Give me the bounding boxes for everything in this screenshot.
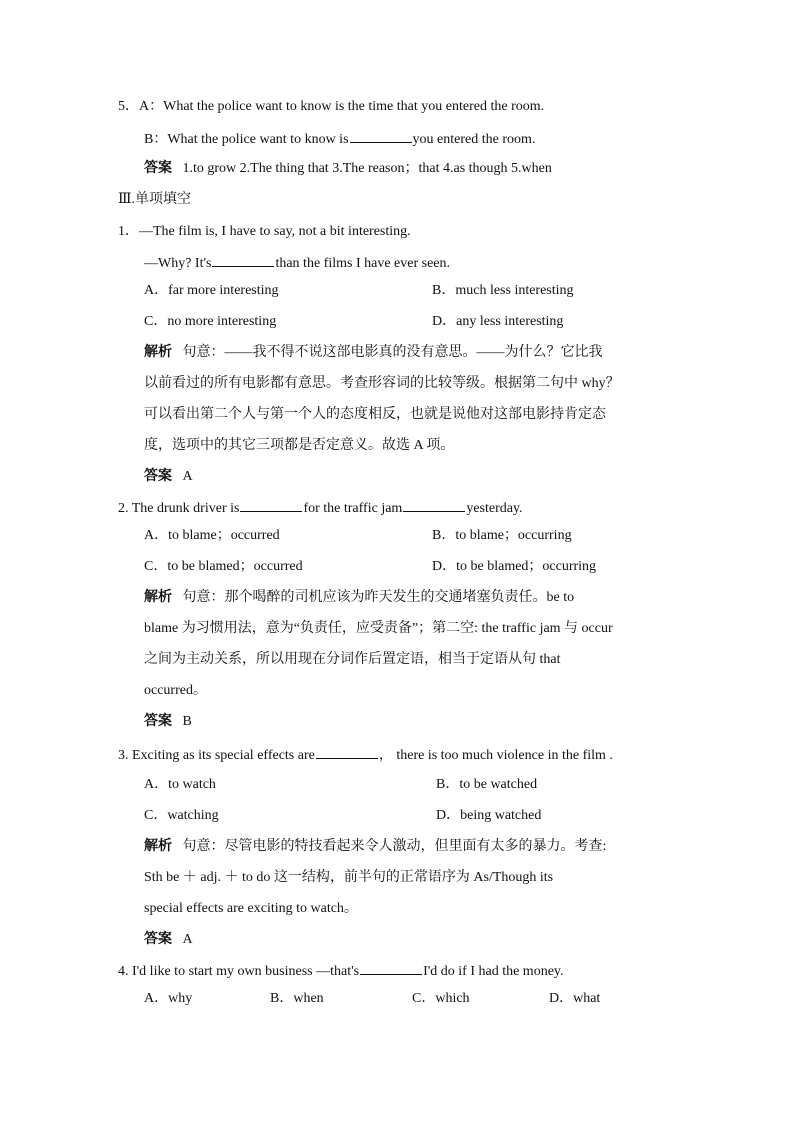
q5-line-a bbox=[118, 97, 544, 117]
q2-stem-end: yesterday. bbox=[466, 501, 523, 516]
q3-option-b: B．to be watched bbox=[436, 777, 538, 792]
q3-option-a: A．to watch bbox=[144, 777, 216, 792]
q2-stem-middle: for the traffic jam bbox=[303, 501, 403, 516]
q3-stem-start: 3. Exciting as its special effects are bbox=[118, 748, 315, 763]
answer-key-text: 1.to grow 2.The thing that 3.The reason；that 4.as though 5.when bbox=[182, 161, 552, 176]
q4-stem-start: 4. I'd like to start my own business —that's bbox=[118, 964, 360, 979]
q3-option-c: C．watching bbox=[144, 808, 219, 823]
answer-value: A bbox=[182, 932, 193, 947]
q1-analysis-line-1 bbox=[144, 343, 603, 363]
q5-sentence-b-start: B：What the police want to know is bbox=[144, 132, 349, 147]
q2-stem bbox=[118, 497, 523, 519]
answer-blank bbox=[403, 497, 465, 512]
q3-analysis-line-3: special effects are exciting to watch。 bbox=[144, 901, 358, 916]
answer-blank bbox=[240, 497, 302, 512]
answer-label: 答案 bbox=[144, 932, 172, 947]
q4-stem bbox=[118, 960, 564, 982]
q5-answer-line bbox=[144, 159, 552, 179]
q3-stem-end: ， there is too much violence in the film . bbox=[378, 748, 613, 763]
q1-number: 1． bbox=[118, 224, 139, 239]
answer-blank bbox=[316, 744, 378, 759]
q5-sentence-a: A：What the police want to know is the time that you entered the room. bbox=[139, 99, 545, 114]
analysis-label: 解析 bbox=[144, 839, 172, 854]
analysis-text: 句意：那个喝醉的司机应该为昨天发生的交通堵塞负责任。be to bbox=[182, 590, 575, 605]
q1-option-d: D．any less interesting bbox=[432, 314, 564, 329]
q5-sentence-b-end: you entered the room. bbox=[412, 132, 536, 147]
q1-answer-line bbox=[144, 467, 193, 487]
answer-blank bbox=[212, 252, 274, 267]
q2-stem-start: 2. The drunk driver is bbox=[118, 501, 240, 516]
analysis-text: 句意：——我不得不说这部电影真的没有意思。——为什么？它比我 bbox=[182, 345, 603, 360]
q2-analysis-line-2: blame 为习惯用法，意为“负责任，应受责备”；第二空: the traffic jam 与 occur bbox=[144, 621, 613, 636]
q1-analysis-line-2: 以前看过的所有电影都有意思。考查形容词的比较等级。根据第二句中 why？ bbox=[144, 376, 620, 391]
q2-answer-line bbox=[144, 712, 192, 732]
answer-value: A bbox=[182, 469, 193, 484]
q1-dialogue-2-end: than the films I have ever seen. bbox=[275, 256, 450, 271]
answer-label: 答案 bbox=[144, 469, 172, 484]
q1-dialogue-2-start: —Why? It's bbox=[144, 256, 212, 271]
analysis-text: 句意：尽管电影的特技看起来令人激动，但里面有太多的暴力。考查: bbox=[182, 839, 607, 854]
answer-blank bbox=[360, 960, 422, 975]
section-title: Ⅲ.单项填空 bbox=[118, 192, 192, 207]
analysis-label: 解析 bbox=[144, 345, 172, 360]
q3-option-d: D．being watched bbox=[436, 808, 542, 823]
q5-number: 5． bbox=[118, 99, 139, 114]
q3-analysis-line-1 bbox=[144, 837, 606, 857]
q2-analysis-line-1 bbox=[144, 588, 574, 608]
q2-option-a: A．to blame；occurred bbox=[144, 528, 280, 543]
q1-option-b: B．much less interesting bbox=[432, 283, 574, 298]
answer-label: 答案 bbox=[144, 161, 172, 176]
answer-blank bbox=[350, 128, 412, 143]
q3-answer-line bbox=[144, 930, 193, 950]
q4-option-c: C．which bbox=[412, 991, 470, 1006]
q2-option-b: B．to blame；occurring bbox=[432, 528, 572, 543]
q2-option-d: D．to be blamed；occurring bbox=[432, 559, 597, 574]
analysis-label: 解析 bbox=[144, 590, 172, 605]
q3-analysis-line-2: Sth be ＋ adj. ＋ to do 这一结构，前半句的正常语序为 As/Though its bbox=[144, 870, 554, 885]
answer-label: 答案 bbox=[144, 714, 172, 729]
q1-line-1 bbox=[118, 222, 411, 242]
q1-analysis-line-4: 度，选项中的其它三项都是否定意义。故选 A 项。 bbox=[144, 438, 455, 453]
section-heading bbox=[118, 190, 191, 210]
q4-option-a: A．why bbox=[144, 991, 193, 1006]
q4-stem-end: I'd do if I had the money. bbox=[423, 964, 564, 979]
q4-option-d: D．what bbox=[549, 991, 601, 1006]
q2-option-c: C．to be blamed；occurred bbox=[144, 559, 303, 574]
q1-dialogue-1: —The film is, I have to say, not a bit interesting. bbox=[139, 224, 411, 239]
q1-option-a: A．far more interesting bbox=[144, 283, 279, 298]
answer-value: B bbox=[182, 714, 192, 729]
q1-analysis-line-3: 可以看出第二个人与第一个人的态度相反，也就是说他对这部电影持肯定态 bbox=[144, 407, 606, 422]
q5-line-b bbox=[144, 128, 535, 150]
q2-analysis-line-4: occurred。 bbox=[144, 683, 207, 698]
q2-analysis-line-3: 之间为主动关系，所以用现在分词作后置定语，相当于定语从句 that bbox=[144, 652, 561, 667]
q4-option-b: B．when bbox=[270, 991, 324, 1006]
q1-line-2 bbox=[144, 252, 450, 274]
q1-option-c: C．no more interesting bbox=[144, 314, 277, 329]
q3-stem bbox=[118, 744, 613, 766]
